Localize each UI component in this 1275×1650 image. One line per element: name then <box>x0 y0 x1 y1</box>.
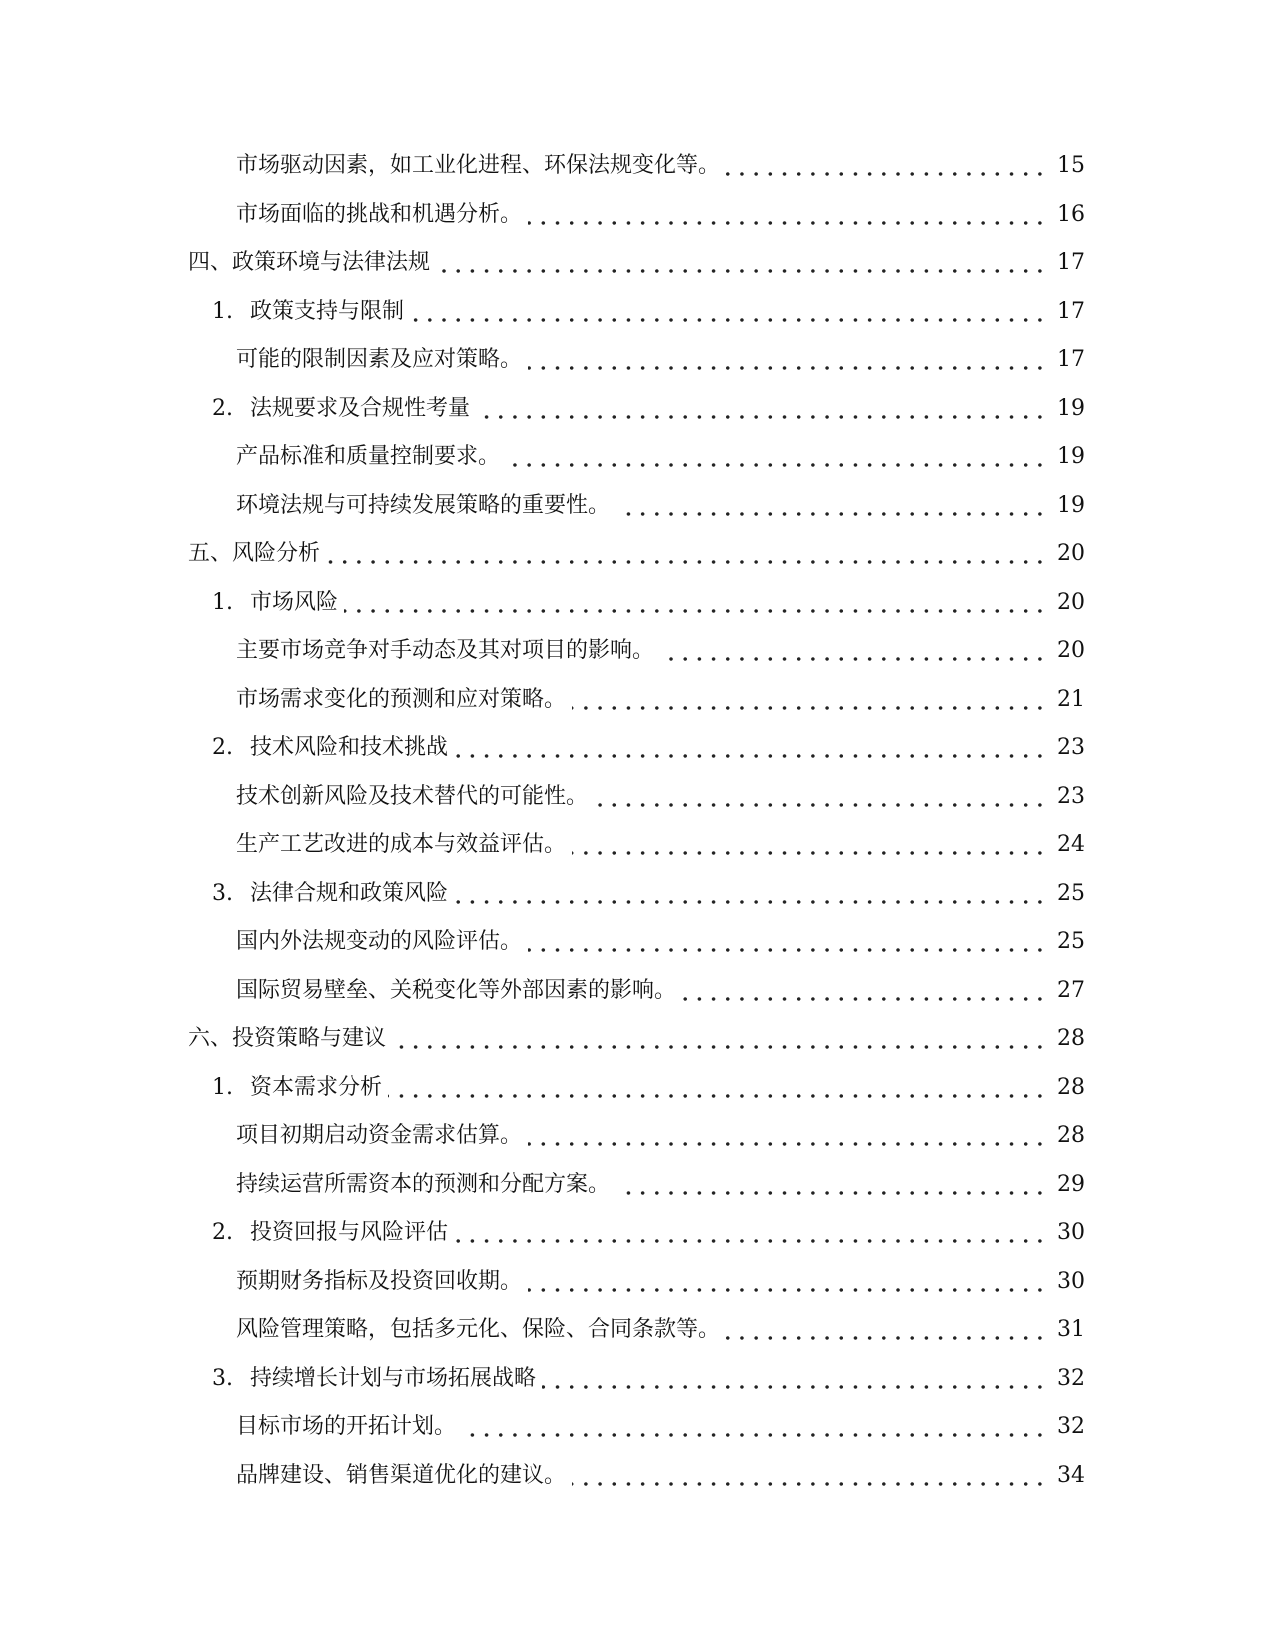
toc-entry[interactable] <box>0 676 1275 725</box>
toc-entry-page-number: 28 <box>1057 1074 1085 1100</box>
dot-leader <box>542 1364 1047 1394</box>
table-of-contents <box>0 142 1275 1500</box>
toc-entry[interactable] <box>0 1258 1275 1307</box>
dot-leader <box>616 1170 1047 1200</box>
toc-entry-page-number: 34 <box>1057 1462 1085 1488</box>
toc-entry-title: 风险管理策略，包括多元化、保险、合同条款等。 <box>236 1317 721 1343</box>
toc-entry[interactable] <box>0 530 1275 579</box>
toc-entry[interactable] <box>0 1112 1275 1161</box>
toc-entry-title: 可能的限制因素及应对策略。 <box>236 347 523 373</box>
toc-entry-title: 持续运营所需资本的预测和分配方案。 <box>236 1171 611 1197</box>
toc-entry-title: 资本需求分析 <box>250 1074 383 1100</box>
toc-entry-number: 3. <box>212 1365 233 1391</box>
toc-entry[interactable] <box>0 724 1275 773</box>
toc-entry-number: 2. <box>212 735 233 761</box>
toc-entry-page-number: 31 <box>1057 1317 1085 1343</box>
toc-entry-title: 环境法规与可持续发展策略的重要性。 <box>236 492 611 518</box>
toc-entry-title: 法律合规和政策风险 <box>250 880 449 906</box>
toc-entry-title: 法规要求及合规性考量 <box>250 395 471 421</box>
toc-entry[interactable] <box>0 918 1275 967</box>
toc-entry-page-number: 17 <box>1057 298 1085 324</box>
toc-entry[interactable] <box>0 288 1275 337</box>
dot-leader <box>528 345 1047 375</box>
toc-entry-title: 预期财务指标及投资回收期。 <box>236 1268 523 1294</box>
dot-leader <box>454 879 1047 909</box>
dot-leader <box>454 733 1047 763</box>
toc-entry[interactable] <box>0 336 1275 385</box>
toc-entry[interactable] <box>0 1015 1275 1064</box>
dot-leader <box>462 1412 1047 1442</box>
toc-entry-title: 项目初期启动资金需求估算。 <box>236 1123 523 1149</box>
toc-entry[interactable] <box>0 1355 1275 1404</box>
toc-entry-title: 国际贸易壁垒、关税变化等外部因素的影响。 <box>236 977 677 1003</box>
dot-leader <box>572 830 1047 860</box>
toc-entry-title: 产品标准和质量控制要求。 <box>236 444 501 470</box>
dot-leader <box>388 1073 1047 1103</box>
toc-entry-page-number: 27 <box>1057 977 1085 1003</box>
toc-entry[interactable] <box>0 239 1275 288</box>
toc-entry[interactable] <box>0 385 1275 434</box>
toc-entry-title: 技术风险和技术挑战 <box>250 735 449 761</box>
toc-entry[interactable] <box>0 821 1275 870</box>
dot-leader <box>726 151 1047 181</box>
dot-leader <box>594 782 1047 812</box>
toc-entry[interactable] <box>0 1452 1275 1501</box>
toc-entry-title: 技术创新风险及技术替代的可能性。 <box>236 783 589 809</box>
dot-leader <box>392 1024 1047 1054</box>
toc-entry-number: 1. <box>212 298 233 324</box>
toc-entry-page-number: 30 <box>1057 1268 1085 1294</box>
toc-entry-page-number: 32 <box>1057 1414 1085 1440</box>
toc-entry-title: 目标市场的开拓计划。 <box>236 1414 457 1440</box>
toc-entry-page-number: 20 <box>1057 541 1085 567</box>
dot-leader <box>410 297 1047 327</box>
dot-leader <box>436 248 1047 278</box>
dot-leader <box>528 927 1047 957</box>
toc-entry[interactable] <box>0 1306 1275 1355</box>
dot-leader <box>572 1461 1047 1491</box>
toc-entry[interactable] <box>0 773 1275 822</box>
dot-leader <box>528 1121 1047 1151</box>
toc-entry-page-number: 28 <box>1057 1026 1085 1052</box>
dot-leader <box>572 685 1047 715</box>
toc-entry-page-number: 28 <box>1057 1123 1085 1149</box>
dot-leader <box>616 491 1047 521</box>
toc-entry[interactable] <box>0 433 1275 482</box>
toc-entry[interactable] <box>0 579 1275 628</box>
toc-entry-page-number: 15 <box>1057 153 1085 179</box>
toc-entry-page-number: 16 <box>1057 201 1085 227</box>
toc-entry-page-number: 23 <box>1057 735 1085 761</box>
dot-leader <box>326 539 1047 569</box>
toc-entry-page-number: 30 <box>1057 1220 1085 1246</box>
toc-entry-title: 主要市场竞争对手动态及其对项目的影响。 <box>236 638 655 664</box>
toc-entry-page-number: 21 <box>1057 686 1085 712</box>
toc-entry-title: 市场风险 <box>250 589 339 615</box>
toc-entry-page-number: 25 <box>1057 880 1085 906</box>
toc-entry-title: 四、政策环境与法律法规 <box>188 250 431 276</box>
toc-entry[interactable] <box>0 870 1275 919</box>
toc-entry-number: 1. <box>212 589 233 615</box>
toc-entry-page-number: 17 <box>1057 347 1085 373</box>
toc-entry-page-number: 29 <box>1057 1171 1085 1197</box>
toc-entry-title: 品牌建设、销售渠道优化的建议。 <box>236 1462 567 1488</box>
dot-leader <box>528 200 1047 230</box>
toc-entry-title: 投资回报与风险评估 <box>250 1220 449 1246</box>
toc-entry[interactable] <box>0 627 1275 676</box>
toc-entry-title: 市场需求变化的预测和应对策略。 <box>236 686 567 712</box>
toc-entry-page-number: 20 <box>1057 638 1085 664</box>
toc-entry-page-number: 20 <box>1057 589 1085 615</box>
toc-entry[interactable] <box>0 967 1275 1016</box>
dot-leader <box>506 442 1047 472</box>
toc-entry[interactable] <box>0 191 1275 240</box>
toc-entry-page-number: 25 <box>1057 929 1085 955</box>
toc-entry-page-number: 24 <box>1057 832 1085 858</box>
toc-entry-number: 1. <box>212 1074 233 1100</box>
toc-entry-title: 国内外法规变动的风险评估。 <box>236 929 523 955</box>
toc-entry[interactable] <box>0 1403 1275 1452</box>
dot-leader <box>682 976 1047 1006</box>
dot-leader <box>476 394 1047 424</box>
toc-entry[interactable] <box>0 1161 1275 1210</box>
toc-entry[interactable] <box>0 1209 1275 1258</box>
toc-entry-title: 持续增长计划与市场拓展战略 <box>250 1365 537 1391</box>
toc-entry-title: 市场驱动因素，如工业化进程、环保法规变化等。 <box>236 153 721 179</box>
toc-entry-page-number: 17 <box>1057 250 1085 276</box>
toc-entry-title: 生产工艺改进的成本与效益评估。 <box>236 832 567 858</box>
toc-entry-number: 3. <box>212 880 233 906</box>
toc-entry-number: 2. <box>212 395 233 421</box>
toc-entry-number: 2. <box>212 1220 233 1246</box>
toc-entry[interactable] <box>0 1064 1275 1113</box>
toc-entry-page-number: 19 <box>1057 492 1085 518</box>
toc-entry[interactable] <box>0 482 1275 531</box>
toc-entry[interactable] <box>0 142 1275 191</box>
toc-entry-title: 六、投资策略与建议 <box>188 1026 387 1052</box>
toc-entry-page-number: 19 <box>1057 395 1085 421</box>
toc-entry-page-number: 19 <box>1057 444 1085 470</box>
dot-leader <box>660 636 1047 666</box>
toc-entry-title: 政策支持与限制 <box>250 298 405 324</box>
toc-entry-title: 五、风险分析 <box>188 541 321 567</box>
toc-entry-page-number: 32 <box>1057 1365 1085 1391</box>
dot-leader <box>344 588 1047 618</box>
dot-leader <box>726 1315 1047 1345</box>
toc-entry-page-number: 23 <box>1057 783 1085 809</box>
toc-entry-title: 市场面临的挑战和机遇分析。 <box>236 201 523 227</box>
dot-leader <box>454 1218 1047 1248</box>
dot-leader <box>528 1267 1047 1297</box>
